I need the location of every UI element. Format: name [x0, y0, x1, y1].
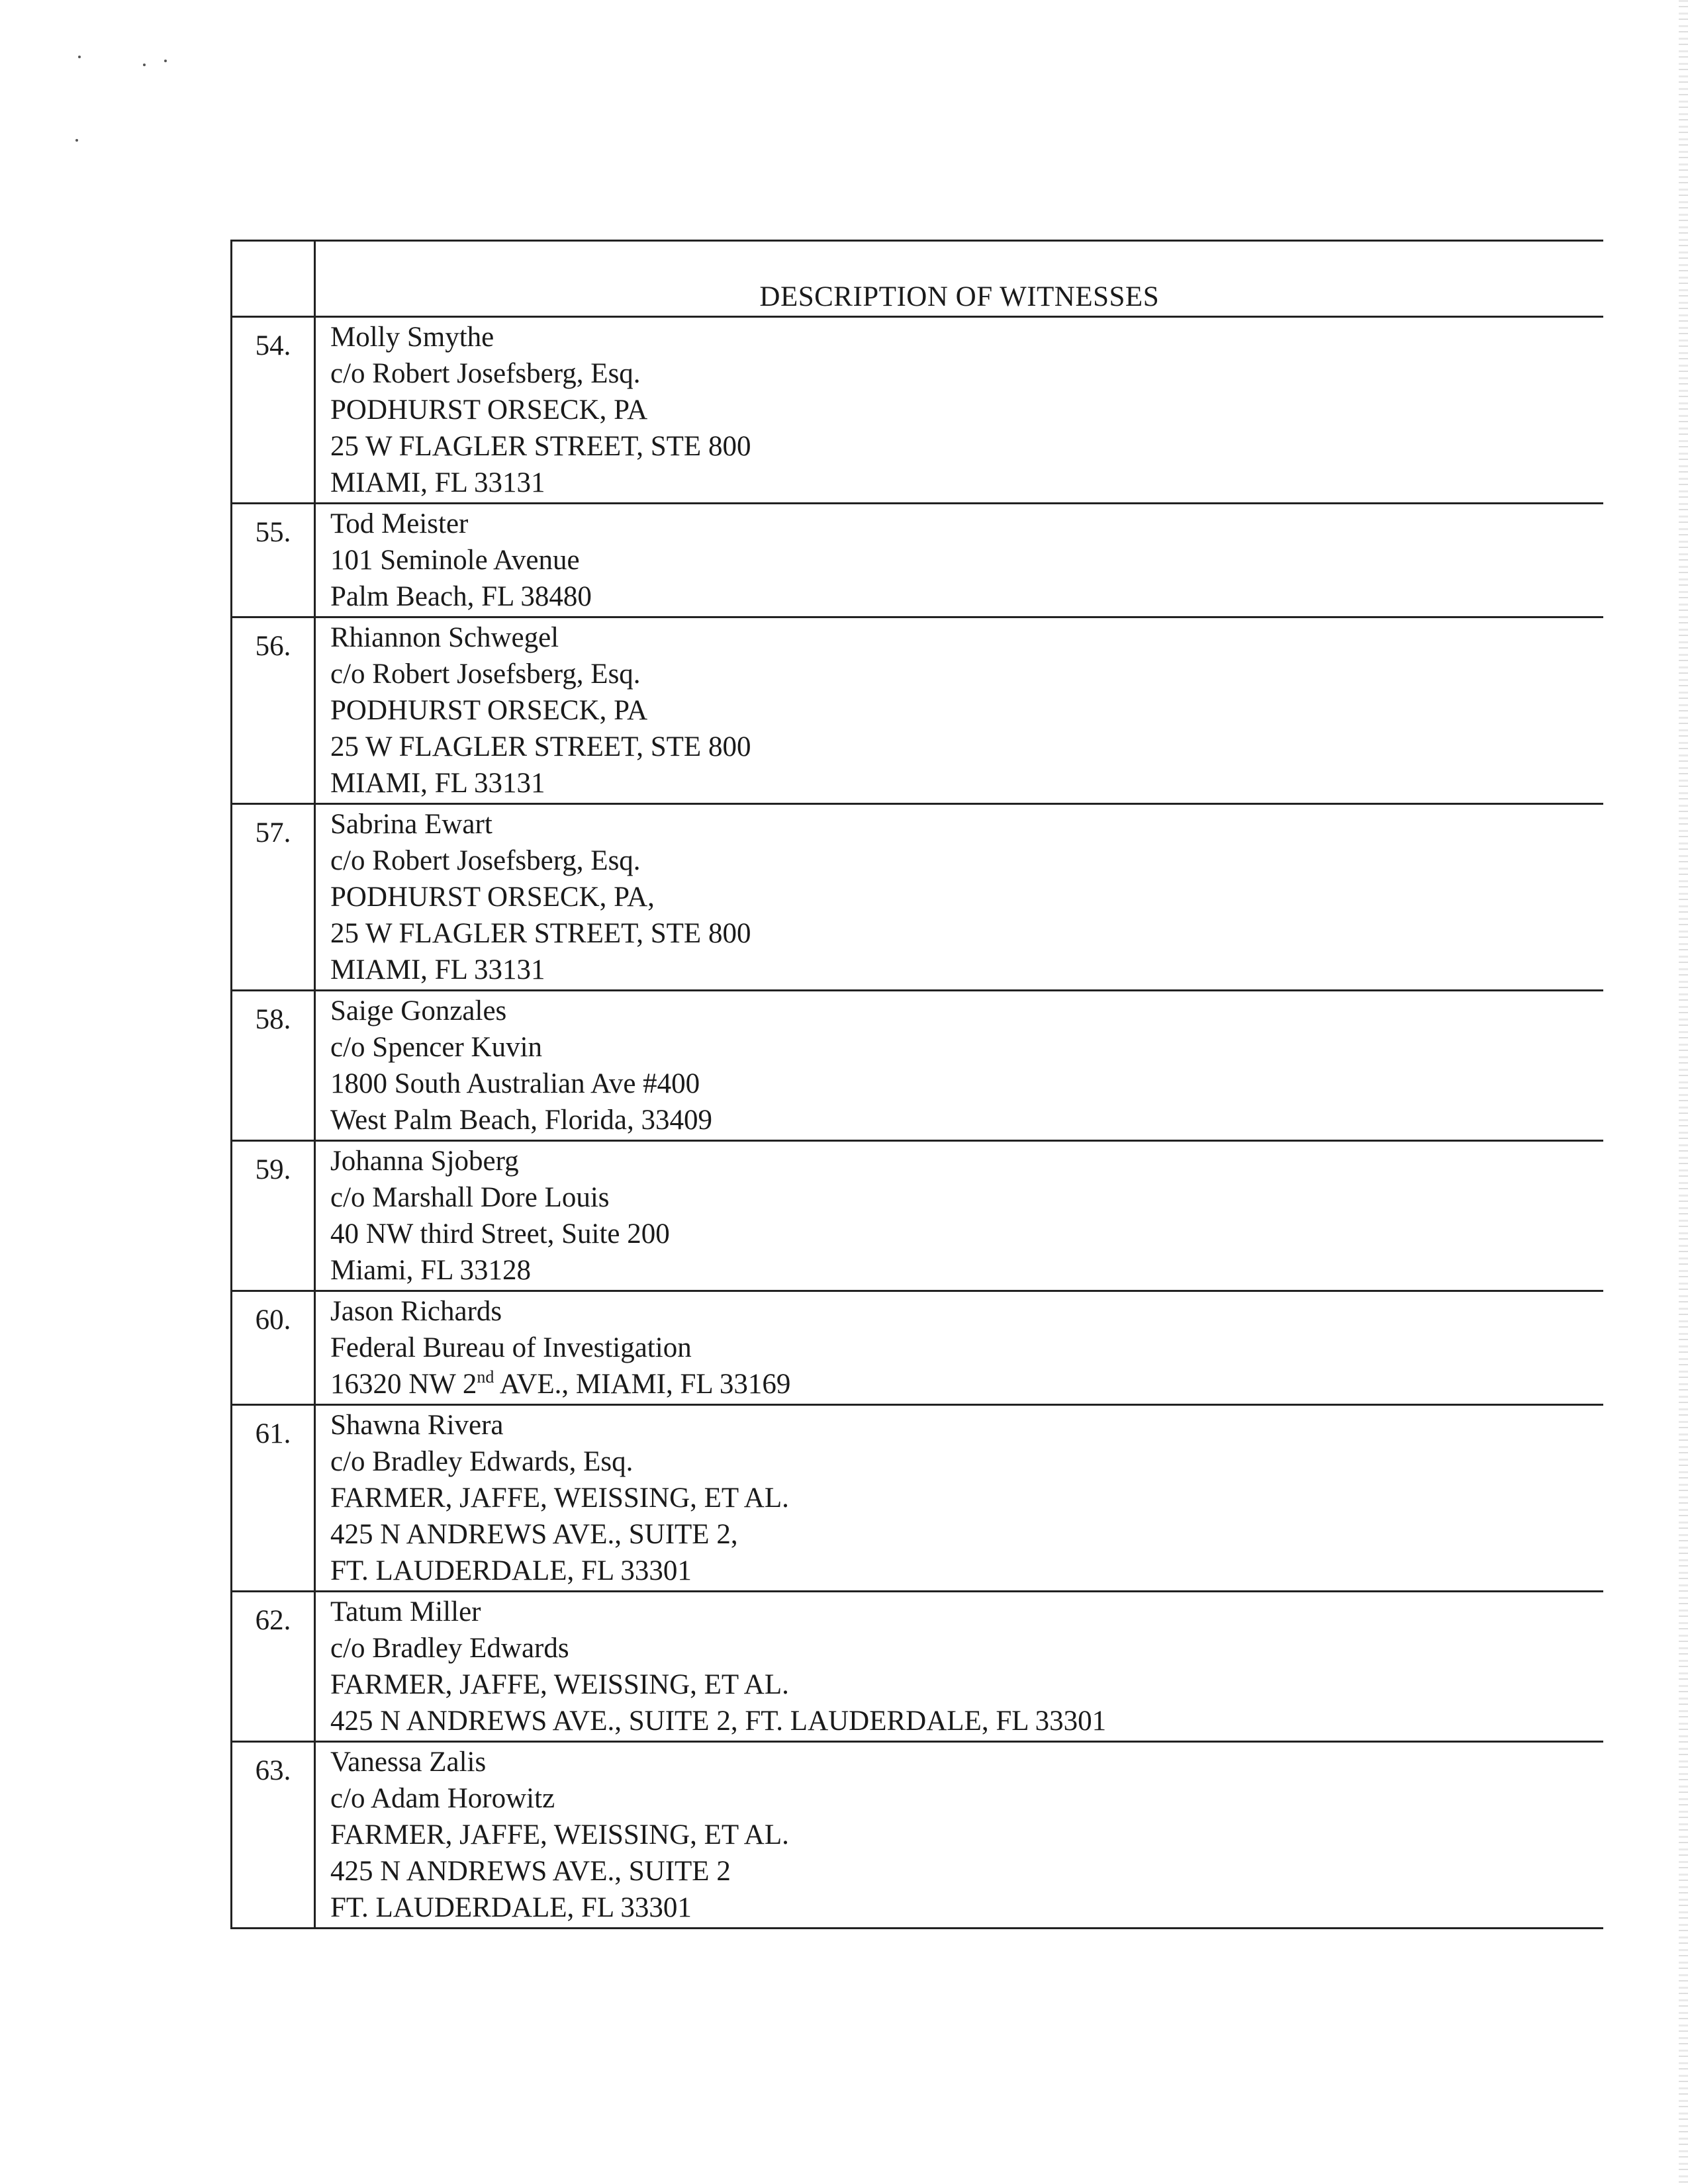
witness-line: MIAMI, FL 33131 — [330, 954, 545, 985]
witness-line: FT. LAUDERDALE, FL 33301 — [330, 1892, 692, 1923]
witness-number: 58. — [232, 991, 315, 1141]
witness-line: PODHURST ORSECK, PA, — [330, 882, 655, 913]
witness-number: 54. — [232, 317, 315, 504]
address-post: AVE., MIAMI, FL 33169 — [494, 1369, 791, 1400]
witness-line: FARMER, JAFFE, WEISSING, ET AL. — [330, 1819, 789, 1850]
witness-line: c/o Robert Josefsberg, Esq. — [330, 845, 641, 876]
witness-name: Vanessa Zalis — [330, 1747, 487, 1778]
table-header-row — [232, 241, 1603, 317]
witness-description — [315, 804, 1603, 991]
witness-number: 57. — [232, 804, 315, 991]
witness-name: Molly Smythe — [330, 322, 494, 353]
table-row — [232, 1742, 1603, 1929]
witness-name: Tatum Miller — [330, 1596, 481, 1627]
witness-line: Federal Bureau of Investigation — [330, 1332, 692, 1363]
witness-line: FT. LAUDERDALE, FL 33301 — [330, 1555, 692, 1586]
table-row — [232, 617, 1603, 804]
ordinal-suffix: nd — [477, 1367, 494, 1387]
witness-number: 63. — [232, 1742, 315, 1929]
witness-number: 56. — [232, 617, 315, 804]
witness-description — [315, 1141, 1603, 1291]
scan-speck — [78, 56, 81, 58]
witness-description — [315, 1291, 1603, 1405]
witness-line: 101 Seminole Avenue — [330, 545, 580, 576]
witness-line: MIAMI, FL 33131 — [330, 768, 545, 799]
witness-name: Rhiannon Schwegel — [330, 622, 559, 653]
witness-description — [315, 1592, 1603, 1742]
witness-table — [230, 240, 1603, 1929]
witness-line: PODHURST ORSECK, PA — [330, 394, 648, 426]
witness-line: Palm Beach, FL 38480 — [330, 581, 592, 612]
witness-description — [315, 317, 1603, 504]
witness-line: c/o Marshall Dore Louis — [330, 1182, 610, 1213]
description-column-header: DESCRIPTION OF WITNESSES — [315, 241, 1603, 317]
table-row — [232, 1405, 1603, 1592]
witness-line: PODHURST ORSECK, PA — [330, 695, 648, 726]
witness-name: Tod Meister — [330, 508, 469, 539]
address-pre: 16320 NW 2 — [330, 1369, 477, 1400]
witness-line: 425 N ANDREWS AVE., SUITE 2, FT. LAUDERDALE, FL 33301 — [330, 1706, 1107, 1737]
table-row — [232, 804, 1603, 991]
witness-line: MIAMI, FL 33131 — [330, 467, 545, 498]
witness-description — [315, 504, 1603, 617]
witness-line: FARMER, JAFFE, WEISSING, ET AL. — [330, 1669, 789, 1700]
witness-line: FARMER, JAFFE, WEISSING, ET AL. — [330, 1482, 789, 1514]
witness-line: c/o Adam Horowitz — [330, 1783, 555, 1814]
table-row — [232, 1291, 1603, 1405]
witness-line: West Palm Beach, Florida, 33409 — [330, 1105, 712, 1136]
witness-line: 1800 South Australian Ave #400 — [330, 1068, 700, 1099]
table-row — [232, 1141, 1603, 1291]
witness-line: 25 W FLAGLER STREET, STE 800 — [330, 431, 751, 462]
scan-speck — [75, 139, 78, 142]
witness-line: 425 N ANDREWS AVE., SUITE 2, — [330, 1519, 738, 1550]
table-row — [232, 991, 1603, 1141]
witness-name: Sabrina Ewart — [330, 809, 492, 840]
witness-name: Shawna Rivera — [330, 1410, 504, 1441]
witness-number: 62. — [232, 1592, 315, 1742]
witness-number: 60. — [232, 1291, 315, 1405]
scan-speck — [164, 60, 167, 62]
witness-description — [315, 1742, 1603, 1929]
witness-rows — [232, 317, 1603, 1929]
witness-number: 59. — [232, 1141, 315, 1291]
witness-number: 55. — [232, 504, 315, 617]
witness-line: 425 N ANDREWS AVE., SUITE 2 — [330, 1856, 731, 1887]
witness-name: Saige Gonzales — [330, 995, 507, 1026]
number-column-header — [232, 241, 315, 317]
table-row — [232, 504, 1603, 617]
witness-line: 40 NW third Street, Suite 200 — [330, 1218, 670, 1250]
witness-line: 25 W FLAGLER STREET, STE 800 — [330, 918, 751, 949]
witness-line: c/o Spencer Kuvin — [330, 1032, 543, 1063]
witness-line: Miami, FL 33128 — [330, 1255, 531, 1286]
scan-edge-artifact — [1679, 0, 1688, 2184]
witness-description — [315, 991, 1603, 1141]
witness-line: c/o Bradley Edwards, Esq. — [330, 1446, 633, 1477]
table-row — [232, 1592, 1603, 1742]
witness-address-line — [330, 1366, 1603, 1402]
witness-description — [315, 1405, 1603, 1592]
scan-speck — [143, 64, 146, 66]
witness-number: 61. — [232, 1405, 315, 1592]
witness-line: c/o Robert Josefsberg, Esq. — [330, 358, 641, 389]
witness-name: Jason Richards — [330, 1296, 502, 1327]
table-row — [232, 317, 1603, 504]
witness-description — [315, 617, 1603, 804]
witness-name: Johanna Sjoberg — [330, 1146, 519, 1177]
witness-line: c/o Robert Josefsberg, Esq. — [330, 659, 641, 690]
witness-line: 25 W FLAGLER STREET, STE 800 — [330, 731, 751, 762]
witness-line: c/o Bradley Edwards — [330, 1633, 569, 1664]
